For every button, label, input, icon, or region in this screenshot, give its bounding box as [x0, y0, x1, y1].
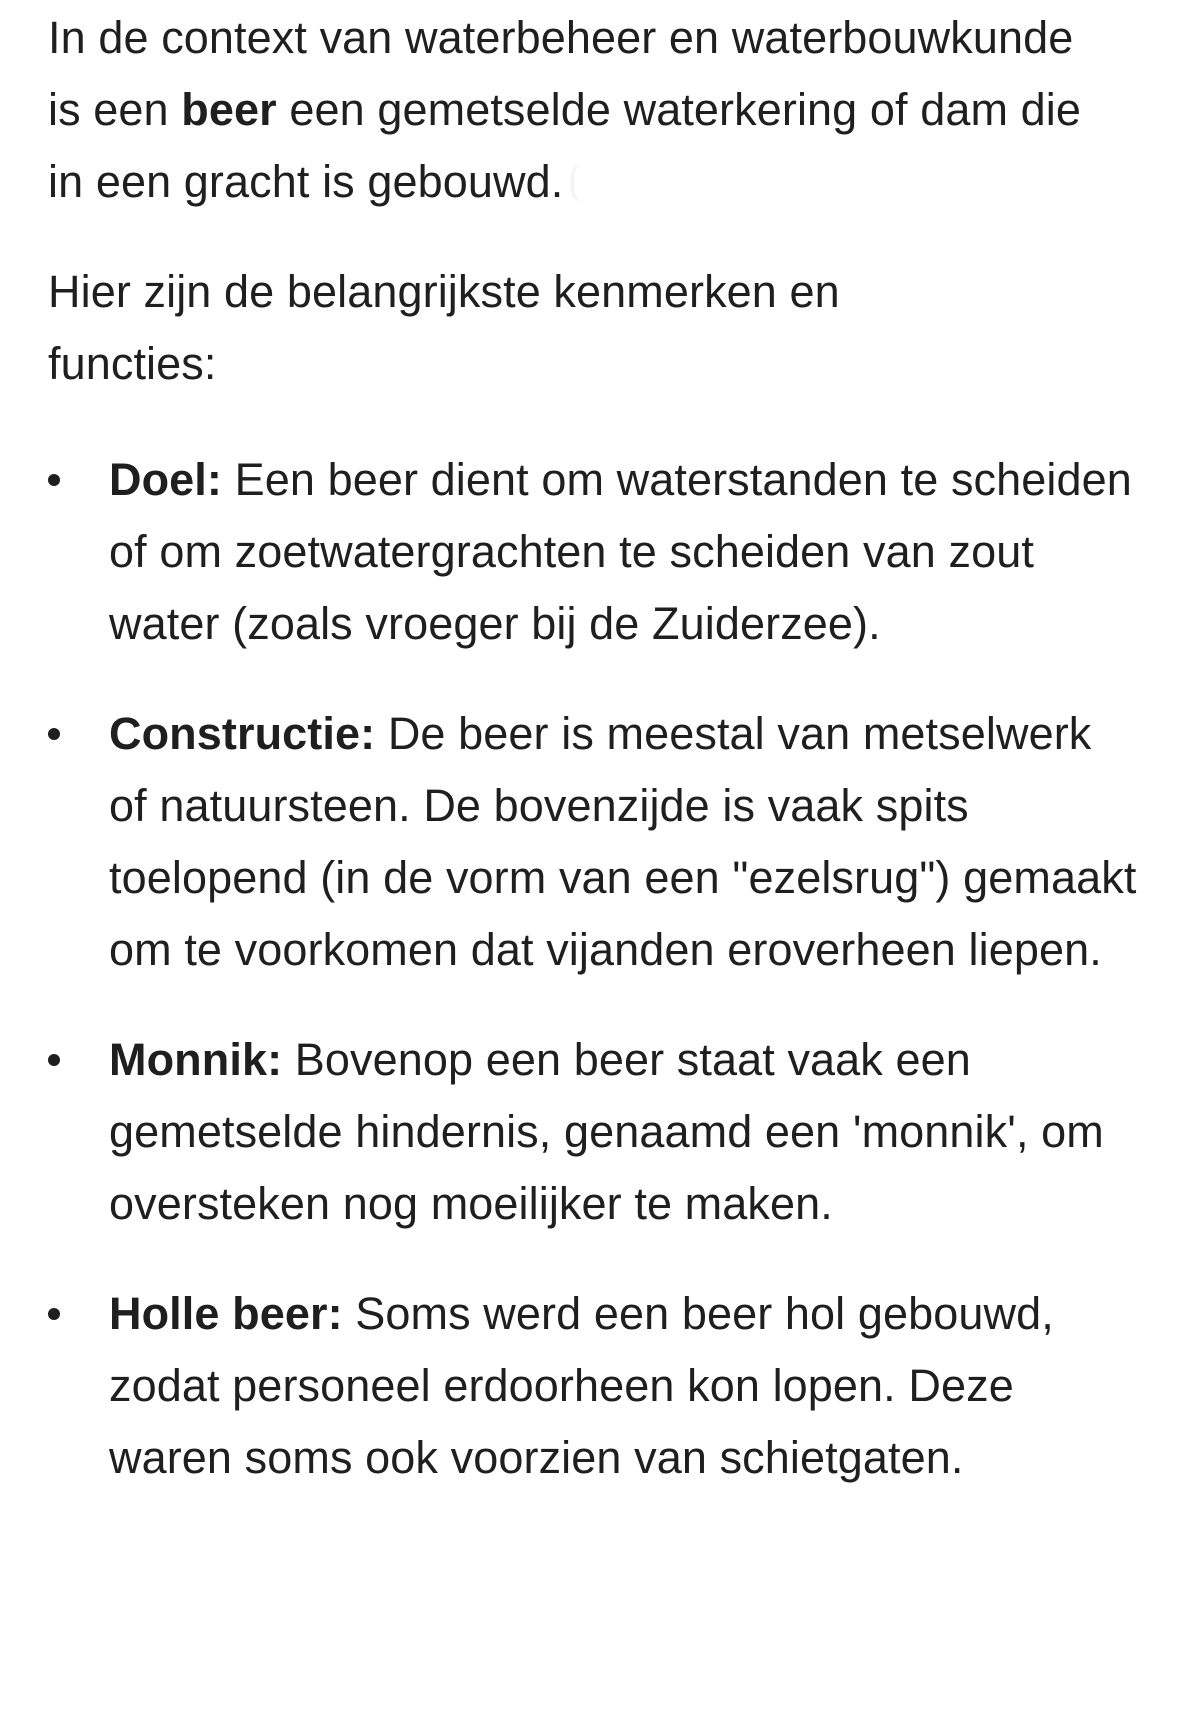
citation-chip[interactable]: [571, 163, 590, 203]
answer-content: [48, 0, 1138, 1494]
intro-bold-term: beer: [181, 84, 277, 135]
intro-paragraph: [48, 0, 1098, 218]
list-item: [48, 444, 1138, 660]
feature-term: Holle beer:: [109, 1288, 343, 1339]
feature-term: Doel:: [109, 454, 222, 505]
feature-text: Soms werd een beer hol gebouwd, zodat personeel erdoorheen kon lopen. Deze waren soms ook voorzien van schietgaten.: [109, 1288, 1054, 1483]
list-item: [48, 1278, 1138, 1494]
bullet-icon: [48, 1054, 60, 1066]
feature-list: [48, 444, 1138, 1494]
feature-text: Een beer dient om waterstanden te scheiden of om zoetwatergrachten te scheiden van zout water (zoals vroeger bij de Zuiderzee).: [109, 454, 1132, 649]
list-item: [48, 698, 1138, 986]
lead-in-paragraph: Hier zijn de belangrijkste kenmerken en functies:: [48, 266, 840, 389]
feature-text: De beer is meestal van metselwerk of natuursteen. De bovenzijde is vaak spits toelopend (in de vorm van een "ezelsrug") gemaakt om te voorkomen dat vijanden eroverheen liepen.: [109, 708, 1137, 975]
feature-term: Constructie:: [109, 708, 376, 759]
feature-term: Monnik:: [109, 1034, 283, 1085]
intro-text-before: In de context van waterbeheer en waterbouwkunde is een: [48, 12, 1074, 135]
bullet-icon: [48, 1308, 60, 1320]
feature-text: Bovenop een beer staat vaak een gemetselde hindernis, genaamd een 'monnik', om oversteken nog moeilijker te maken.: [109, 1034, 1104, 1229]
bullet-icon: [48, 474, 60, 486]
bullet-icon: [48, 728, 60, 740]
list-item: [48, 1024, 1138, 1240]
intro-text-after: een gemetselde waterkering of dam die in een gracht is gebouwd.: [48, 84, 1082, 207]
